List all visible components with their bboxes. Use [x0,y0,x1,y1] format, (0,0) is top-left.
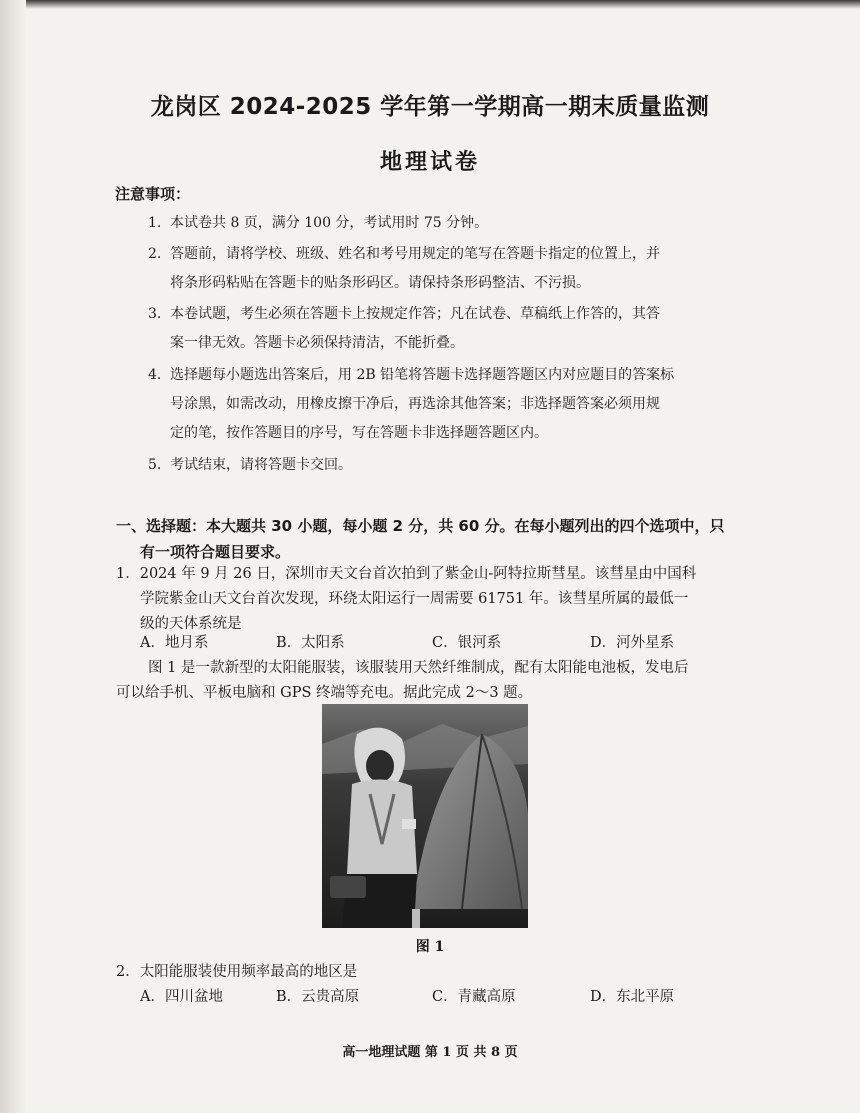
material-line: 可以给手机、平板电脑和 GPS 终端等充电。据此完成 2～3 题。 [116,685,533,701]
option-d: D．河外星系 [590,635,675,651]
question-text: 级的天体系统是 [140,616,242,632]
question-text: 学院紫金山天文台首次发现，环绕太阳运行一周需要 61751 年。该彗星所属的最低一 [140,591,689,607]
section-heading-line: 有一项符合题目要求。 [140,543,291,561]
option-b: B．太阳系 [276,635,345,651]
note-text: 选择题每小题选出答案后，用 2B 铅笔将答题卡选择题答题区内对应题目的答案标 [170,367,675,383]
note-number: 1. [148,215,162,231]
note-text-continued: 案一律无效。答题卡必须保持清洁，不能折叠。 [170,335,464,351]
page-top-edge [26,0,860,9]
question-1 [116,562,746,637]
note-text: 本卷试题，考生必须在答题卡上按规定作答；凡在试卷、草稿纸上作答的，其答 [170,306,660,322]
question-text: 2．太阳能服装使用频率最高的地区是 [116,964,358,980]
solar-clothing-photo [322,704,528,928]
note-item [148,361,748,448]
notes-heading: 注意事项： [115,185,191,203]
note-number: 5. [148,457,162,473]
material-text [116,656,746,706]
note-item [148,209,748,238]
note-text-continued: 将条形码粘贴在答题卡的贴条形码区。请保持条形码整洁、不污损。 [170,275,590,291]
note-number: 2. [148,246,162,262]
option-d: D．东北平原 [590,989,675,1005]
exam-subtitle: 地理试卷 [379,149,480,175]
exam-title: 龙岗区 2024-2025 学年第一学期高一期末质量监测 [150,94,710,120]
figure-1-caption: 图 1 [415,939,445,955]
option-c: C．银河系 [432,635,502,651]
option-a: A．地月系 [140,635,209,651]
note-text-continued: 号涂黑，如需改动，用橡皮擦干净后，再选涂其他答案；非选择题答案必须用规 [170,396,660,412]
note-text-continued: 定的笔，按作答题目的序号，写在答题卡非选择题答题区内。 [170,425,548,441]
note-item [148,451,748,480]
note-number: 3. [148,306,162,322]
note-item [148,300,748,358]
option-a: A．四川盆地 [140,989,223,1005]
section-heading-line: 一、选择题：本大题共 30 小题，每小题 2 分，共 60 分。在每小题列出的四个选项中，只 [116,517,725,535]
question-1-options [140,631,760,655]
figure-1-photo [322,704,528,928]
note-text: 考试结束，请将答题卡交回。 [170,457,352,473]
note-text: 答题前，请将学校、班级、姓名和考号用规定的笔写在答题卡指定的位置上，并 [170,246,660,262]
section-heading [116,513,756,565]
question-2 [116,960,746,985]
note-text: 本试卷共 8 页，满分 100 分，考试用时 75 分钟。 [170,215,489,231]
option-b: B．云贵高原 [276,989,360,1005]
note-item [148,240,748,298]
note-number: 4. [148,367,162,383]
option-c: C．青藏高原 [432,989,516,1005]
material-line: 图 1 是一款新型的太阳能服装，该服装用天然纤维制成，配有太阳能电池板，发电后 [148,660,689,676]
question-text: 1．2024 年 9 月 26 日，深圳市天文台首次拍到了紫金山-阿特拉斯彗星。该彗星由中国科 [116,566,697,582]
question-2-options [140,985,760,1009]
page-footer: 高一地理试题 第 1 页 共 8 页 [342,1045,518,1060]
